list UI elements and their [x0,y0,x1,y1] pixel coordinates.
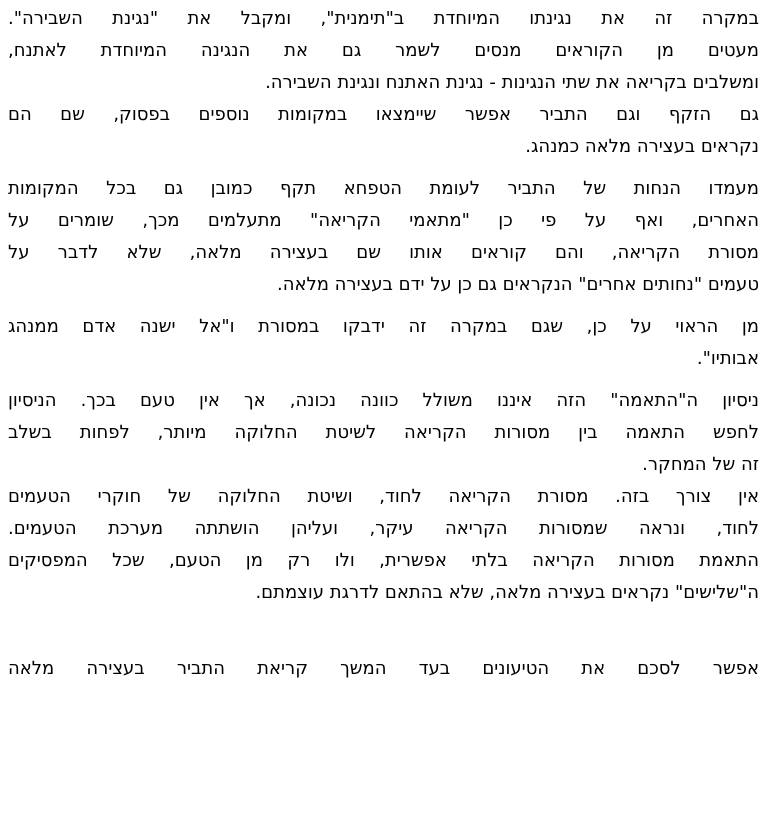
paragraph-4 [8,311,759,375]
paragraph-5 [8,385,759,481]
paragraph-spacer [8,609,759,653]
text-line: לחפש התאמה בין מסורות הקריאה לשיטת החלוקה מיותר, לפחות בשלב [8,422,759,443]
text-line: זה של המחקר. [642,454,759,475]
paragraph-7 [8,653,759,685]
text-line: האחרים, ואף על פי כן "מתאמי הקריאה" מתעלמים מכך, שומרים על [8,210,759,231]
text-line: במקרה זה את נגינתו המיוחדת ב"תימנית", ומקבל את "נגינת השבירה". [8,8,759,29]
text-line: טעמים "נחותים אחרים" הנקראים גם כן על ידם בעצירה מלאה. [276,274,759,295]
paragraph-1 [8,3,759,99]
text-line: מעטים מן הקוראים מנסים לשמר גם את הנגינה המיוחדת לאתנח, [8,40,759,61]
text-line: מסורת הקריאה, והם קוראים אותו שם בעצירה מלאה, שלא לדבר על [8,242,759,263]
text-line: אפשר לסכם את הטיעונים בעד המשך קריאת התביר בעצירה מלאה [8,658,759,679]
paragraph-6 [8,481,759,609]
paragraph-2 [8,99,759,163]
text-line: נקראים בעצירה מלאה כמנהג. [525,136,759,157]
text-line: לחוד, ונראה שמסורות הקריאה עיקר, ועליהן הושתתה מערכת הטעמים. [8,518,759,539]
text-line: מן הראוי על כן, שגם במקרה זה ידבקו במסורת ו"אל ישנה אדם ממנהג [8,316,759,337]
text-line: ה"שלישים" נקראים בעצירה מלאה, שלא בהתאם לדרגת עוצמתם. [255,582,759,603]
text-line: גם הזקף וגם התביר אפשר שיימצאו במקומות נוספים בפסוק, שם הם [8,104,759,125]
paragraph-3 [8,173,759,301]
text-line: ניסיון ה"התאמה" הזה איננו משולל כוונה נכונה, אך אין טעם בכך. הניסיון [8,390,759,411]
text-line: התאמת מסורות הקריאה בלתי אפשרית, ולו רק מן הטעם, שכל המפסיקים [8,550,759,571]
text-line: אבותיו". [696,348,759,369]
text-line: אין צורך בזה. מסורת הקריאה לחוד, ושיטת החלוקה של חוקרי הטעמים [8,486,759,507]
text-line: מעמדו הנחות של התביר לעומת הטפחא תקף כמובן גם בכל המקומות [8,178,759,199]
text-line: ומשלבים בקריאה את שתי הנגינות - נגינת האתנח ונגינת השבירה. [265,72,759,93]
